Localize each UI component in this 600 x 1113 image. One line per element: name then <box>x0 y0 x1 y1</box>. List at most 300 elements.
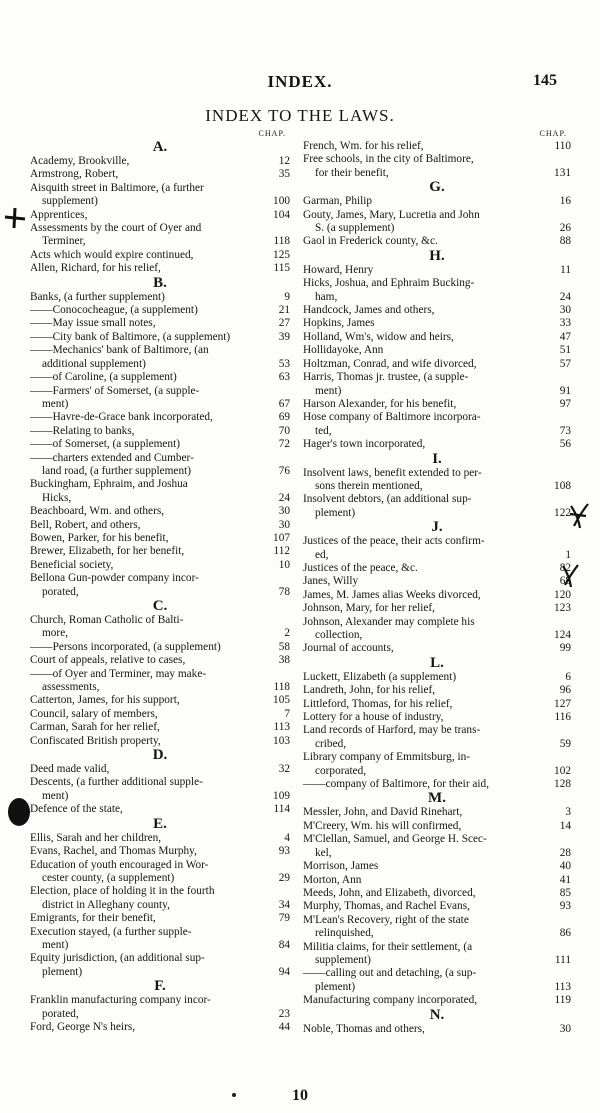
chapter-number: 35 <box>278 168 290 181</box>
index-entry <box>303 874 571 887</box>
chapter-number: 47 <box>559 330 571 343</box>
section-letter-heading: M. <box>428 790 446 807</box>
entry-text: Hager's town incorporated, <box>303 438 426 451</box>
chapter-number: 85 <box>559 886 571 899</box>
entry-text: French, Wm. for his relief, <box>303 140 424 152</box>
chapter-number: 124 <box>554 629 571 641</box>
chapter-number: 113 <box>273 721 290 734</box>
section-letter-heading: H. <box>429 247 445 264</box>
entry-text: corporated, <box>315 764 367 777</box>
entry-text: Luckett, Elizabeth (a supplement) <box>303 670 457 683</box>
entry-text: Land records of Harford, may be trans- <box>303 724 481 737</box>
entry-text: Gouty, James, Mary, Lucretia and John <box>303 208 480 221</box>
chapter-number: 116 <box>554 711 571 724</box>
index-entry <box>303 358 571 371</box>
index-title: INDEX TO THE LAWS. <box>205 106 395 125</box>
entry-text: Insolvent debtors, (an additional sup- <box>303 493 472 506</box>
entry-text: Morrison, James <box>303 860 379 873</box>
index-entry <box>303 941 571 954</box>
index-entry-continuation <box>303 847 571 860</box>
index-entry <box>30 371 290 384</box>
running-header: INDEX. <box>267 72 333 91</box>
index-entry <box>30 708 290 721</box>
index-entry <box>303 602 571 615</box>
chapter-number: 7 <box>284 707 290 720</box>
chapter-number: 128 <box>554 778 571 791</box>
entry-text: porated, <box>42 585 79 598</box>
chapter-number: 114 <box>273 803 290 816</box>
index-entry <box>30 559 290 572</box>
entry-text: district in Alleghany county, <box>42 898 170 911</box>
index-entry <box>303 860 571 873</box>
index-entry <box>303 317 571 330</box>
section-letter-heading: F. <box>154 978 166 995</box>
entry-text: Noble, Thomas and others, <box>303 1022 425 1035</box>
index-entry <box>30 304 290 317</box>
entry-text: Hicks, Joshua, and Ephraim Bucking- <box>303 277 475 290</box>
index-entry <box>303 235 571 248</box>
index-entry <box>30 155 290 168</box>
chapter-number: 34 <box>278 898 290 911</box>
index-entry-continuation <box>303 549 571 562</box>
index-entry <box>303 642 571 655</box>
entry-text: Descents, (a further additional supple- <box>30 776 203 789</box>
index-entry <box>30 411 290 424</box>
index-entry <box>303 535 571 548</box>
chapter-number: 40 <box>559 860 571 873</box>
chapter-number: 2 <box>284 627 290 640</box>
chapter-number: 11 <box>560 263 571 276</box>
chapter-number: 99 <box>559 642 571 655</box>
entry-text: Littleford, Thomas, for his relief, <box>303 697 453 710</box>
index-entry-continuation <box>303 425 571 438</box>
entry-text: Justices of the peace, their acts confirm- <box>303 535 485 548</box>
index-entry <box>303 806 571 819</box>
index-entry-continuation <box>303 927 571 940</box>
index-entry-continuation <box>30 899 290 912</box>
chapter-number: 78 <box>278 585 290 598</box>
entry-text: Johnson, Alexander may complete his <box>303 615 475 628</box>
entry-text: Defence of the state, <box>30 803 123 816</box>
index-entry <box>303 684 571 697</box>
entry-text: Academy, Brookville, <box>30 155 130 167</box>
entry-text: Meeds, John, and Elizabeth, divorced, <box>303 886 476 899</box>
entry-text: Terminer, <box>42 235 86 248</box>
index-entry <box>303 616 571 629</box>
chapter-number: 24 <box>559 290 571 303</box>
chapter-number: 28 <box>559 846 571 859</box>
index-entry <box>30 532 290 545</box>
entry-text: Lottery for a house of industry, <box>303 711 444 724</box>
entry-text: ment) <box>42 938 69 951</box>
index-entry <box>30 317 290 330</box>
entry-text: Acts which would expire continued, <box>30 248 194 261</box>
chapter-number: 58 <box>278 640 290 653</box>
chapter-number: 118 <box>273 681 290 694</box>
entry-text: ——of Oyer and Terminer, may make- <box>30 667 207 680</box>
entry-text: sons therein mentioned, <box>315 479 423 492</box>
index-entry <box>30 912 290 925</box>
chapter-number: 70 <box>278 424 290 437</box>
chapter-number: 107 <box>273 531 290 544</box>
index-entry <box>30 668 290 681</box>
index-entry-continuation <box>303 981 571 994</box>
entry-text: ——Relating to banks, <box>30 424 135 437</box>
chapter-number: 96 <box>559 684 571 697</box>
index-entry <box>303 371 571 384</box>
entry-text: Hopkins, James <box>303 317 375 330</box>
index-entry <box>303 994 571 1007</box>
entry-text: ——calling out and detaching, (a sup- <box>303 967 477 980</box>
chapter-number: 32 <box>278 763 290 776</box>
entry-text: Library company of Emmitsburg, in- <box>303 751 471 764</box>
index-entry <box>30 438 290 451</box>
index-entry-continuation <box>303 480 571 493</box>
chapter-number: 69 <box>278 411 290 424</box>
index-entry <box>303 493 571 506</box>
chapter-number: 23 <box>278 1007 290 1020</box>
index-entry <box>30 885 290 898</box>
entry-text: Equity jurisdiction, (an additional sup- <box>30 952 205 965</box>
entry-text: Catterton, James, for his support, <box>30 694 180 707</box>
index-entry <box>303 304 571 317</box>
entry-text: Janes, Willy <box>303 575 359 588</box>
entry-text: Hose company of Baltimore incorpora- <box>303 411 481 424</box>
entry-text: Insolvent laws, benefit extended to per- <box>303 466 482 479</box>
index-entry <box>30 572 290 585</box>
chapter-number: 9 <box>284 290 290 303</box>
entry-text: M'Clellan, Samuel, and George H. Scec- <box>303 833 487 846</box>
index-entry <box>30 694 290 707</box>
chapter-number: 104 <box>273 208 290 221</box>
index-entry-continuation <box>303 385 571 398</box>
entry-text: more, <box>42 627 69 640</box>
chapter-number: 86 <box>559 927 571 940</box>
chapter-number: 33 <box>559 317 571 330</box>
index-entry-continuation <box>303 167 571 180</box>
chapter-number: 115 <box>273 262 290 275</box>
check-margin-mark <box>560 563 582 589</box>
index-entry-continuation <box>30 966 290 979</box>
index-entry <box>30 385 290 398</box>
entry-text: S. (a supplement) <box>315 222 395 235</box>
index-entry <box>30 331 290 344</box>
chapter-number: 82 <box>559 561 571 574</box>
index-entry <box>30 249 290 262</box>
chapter-number: 73 <box>559 424 571 437</box>
entry-text: supplement) <box>315 953 371 966</box>
chapter-number: 113 <box>554 980 571 993</box>
index-entry <box>303 887 571 900</box>
index-entry-continuation <box>30 872 290 885</box>
entry-text: Court of appeals, relative to cases, <box>30 654 186 667</box>
index-entry-continuation <box>30 790 290 803</box>
entry-text: Militia claims, for their settlement, (a <box>303 940 473 953</box>
entry-text: Garman, Philip <box>303 195 373 208</box>
index-entry <box>303 589 571 602</box>
index-entry <box>303 277 571 290</box>
index-entry-continuation <box>303 954 571 967</box>
chapter-number: 30 <box>278 518 290 531</box>
chapter-number: 100 <box>273 195 290 208</box>
entry-text: cribed, <box>315 737 347 750</box>
index-entry <box>30 763 290 776</box>
entry-text: Emigrants, for their benefit, <box>30 912 156 925</box>
entry-text: ——of Caroline, (a supplement) <box>30 371 177 384</box>
entry-text: collection, <box>315 629 363 641</box>
check-margin-mark <box>568 502 592 530</box>
chapter-number: 127 <box>554 697 571 710</box>
index-entry <box>303 209 571 222</box>
index-entry <box>303 562 571 575</box>
entry-text: cester county, (a supplement) <box>42 871 175 884</box>
index-entry-continuation <box>30 1008 290 1021</box>
index-entry <box>30 291 290 304</box>
index-entry <box>30 168 290 181</box>
section-letter-heading: G. <box>429 179 445 196</box>
entry-text: Journal of accounts, <box>303 642 394 655</box>
index-entry-continuation <box>303 765 571 778</box>
entry-text: Education of youth encouraged in Wor- <box>30 858 209 871</box>
chapter-number: 112 <box>273 545 290 558</box>
index-entry <box>30 952 290 965</box>
chapter-number: 3 <box>565 806 571 819</box>
index-entry <box>303 820 571 833</box>
cross-margin-mark <box>4 207 26 229</box>
entry-text: relinquished, <box>315 927 374 940</box>
chapter-number: 93 <box>278 845 290 858</box>
chapter-number: 122 <box>554 506 571 519</box>
entry-text: plement) <box>42 965 83 978</box>
chapter-number: 30 <box>559 1022 571 1035</box>
entry-text: Aisquith street in Baltimore, (a further <box>30 181 204 194</box>
entry-text: ——of Somerset, (a supplement) <box>30 438 180 451</box>
entry-text: porated, <box>42 1007 79 1020</box>
index-entry-continuation <box>30 358 290 371</box>
index-entry-continuation <box>30 627 290 640</box>
index-entry <box>30 425 290 438</box>
chapter-number: 24 <box>278 491 290 504</box>
entry-text: Election, place of holding it in the fourth <box>30 885 215 898</box>
entry-text: Gaol in Frederick county, &c. <box>303 235 438 248</box>
entry-text: ——Persons incorporated, (a supplement) <box>30 640 221 653</box>
index-entry <box>303 833 571 846</box>
entry-text: Hollidayoke, Ann <box>303 344 384 357</box>
entry-text: ——charters extended and Cumber- <box>30 451 194 464</box>
index-entry <box>30 344 290 357</box>
chapter-number: 21 <box>278 304 290 317</box>
chapter-number: 63 <box>278 371 290 384</box>
entry-text: Apprentices, <box>30 208 88 221</box>
entry-text: Confiscated British property, <box>30 734 161 747</box>
chap-column-label: CHAP. <box>539 129 567 138</box>
signature-mark: 10 <box>292 1087 308 1104</box>
entry-text: ——company of Baltimore, for their aid, <box>303 778 490 791</box>
entry-text: Brewer, Elizabeth, for her benefit, <box>30 545 185 558</box>
chapter-number: 12 <box>278 155 290 167</box>
index-entry <box>30 545 290 558</box>
entry-text: James, M. James alias Weeks divorced, <box>303 588 481 601</box>
chapter-number: 59 <box>559 737 571 750</box>
chapter-number: 1 <box>565 548 571 561</box>
index-entry <box>30 614 290 627</box>
entry-text: Beachboard, Wm. and others, <box>30 505 165 518</box>
chapter-number: 10 <box>278 558 290 571</box>
section-letter-heading: A. <box>152 139 168 155</box>
entry-text: Harson Alexander, for his benefit, <box>303 397 457 410</box>
entry-text: ment) <box>315 384 342 397</box>
entry-text: Bell, Robert, and others, <box>30 518 141 531</box>
chapter-number: 29 <box>278 871 290 884</box>
chapter-number: 16 <box>559 195 571 208</box>
chapter-number: 105 <box>273 694 290 707</box>
chapter-number: 44 <box>278 1020 290 1033</box>
entry-text: Morton, Ann <box>303 873 362 886</box>
index-entry <box>303 195 571 208</box>
page-number: 145 <box>533 72 557 89</box>
chapter-number: 72 <box>278 438 290 451</box>
index-entry <box>30 845 290 858</box>
entry-text: plement) <box>315 506 356 519</box>
index-entry <box>30 222 290 235</box>
chapter-number: 39 <box>278 330 290 343</box>
entry-text: Council, salary of members, <box>30 707 158 720</box>
entry-text: ——Havre-de-Grace bank incorporated, <box>30 411 213 424</box>
section-letter-heading: N. <box>429 1006 445 1023</box>
chapter-number: 120 <box>554 588 571 601</box>
entry-text: Handcock, James and others, <box>303 304 435 317</box>
entry-text: ment) <box>42 397 69 410</box>
index-entry <box>30 519 290 532</box>
entry-text: kel, <box>315 846 332 859</box>
entry-text: Execution stayed, (a further supple- <box>30 925 192 938</box>
chapter-number: 79 <box>278 912 290 925</box>
chapter-number: 102 <box>554 764 571 777</box>
chapter-number: 97 <box>559 397 571 410</box>
index-entry <box>303 575 571 588</box>
chapter-number: 41 <box>559 873 571 886</box>
chapter-number: 119 <box>554 994 571 1007</box>
index-entry-continuation <box>30 681 290 694</box>
entry-text: Murphy, Thomas, and Rachel Evans, <box>303 900 470 913</box>
entry-text: Church, Roman Catholic of Balti- <box>30 614 184 626</box>
ink-blot-mark <box>6 796 32 828</box>
entry-text: Holtzman, Conrad, and wife divorced, <box>303 357 477 370</box>
entry-text: Ford, George N's heirs, <box>30 1020 136 1033</box>
chapter-number: 84 <box>278 938 290 951</box>
entry-text: Holland, Wm's, widow and heirs, <box>303 330 454 343</box>
entry-text: Beneficial society, <box>30 558 114 571</box>
entry-text: Johnson, Mary, for her relief, <box>303 602 435 615</box>
index-entry-continuation <box>30 586 290 599</box>
index-entry-continuation <box>303 507 571 520</box>
chapter-number: 94 <box>278 965 290 978</box>
index-entry <box>30 478 290 491</box>
chapter-number: 125 <box>273 248 290 261</box>
index-entry <box>303 671 571 684</box>
entry-text: ——Farmers' of Somerset, (a supple- <box>30 384 200 397</box>
chapter-number: 93 <box>559 900 571 913</box>
index-entry <box>30 994 290 1007</box>
index-entry <box>30 926 290 939</box>
chapter-number: 6 <box>565 670 571 683</box>
index-entry <box>303 778 571 791</box>
entry-text: ment) <box>42 789 69 802</box>
index-entry-continuation <box>303 738 571 751</box>
index-entry <box>30 1021 290 1034</box>
entry-text: Assessments by the court of Oyer and <box>30 222 202 235</box>
chapter-number: 30 <box>559 304 571 317</box>
index-entry <box>303 1023 571 1036</box>
entry-text: ——Mechanics' bank of Baltimore, (an <box>30 344 209 357</box>
chapter-number: 26 <box>559 222 571 235</box>
index-entry <box>30 641 290 654</box>
index-entry-continuation <box>303 222 571 235</box>
entry-text: M'Creery, Wm. his will confirmed, <box>303 819 462 832</box>
entry-text: ted, <box>315 424 332 437</box>
chapter-number: 56 <box>559 438 571 451</box>
chapter-number: 109 <box>273 789 290 802</box>
index-entry <box>303 140 571 153</box>
index-entry <box>303 724 571 737</box>
index-entry <box>30 832 290 845</box>
index-entry <box>303 411 571 424</box>
entry-text: M'Lean's Recovery, right of the state <box>303 913 469 926</box>
entry-text: Messler, John, and David Rinehart, <box>303 806 463 819</box>
entry-text: Armstrong, Robert, <box>30 168 119 181</box>
entry-text: ——City bank of Baltimore, (a supplement) <box>30 330 231 343</box>
entry-text: Ellis, Sarah and her children, <box>30 831 162 844</box>
entry-text: Allen, Richard, for his relief, <box>30 262 161 275</box>
index-entry-continuation <box>303 291 571 304</box>
chapter-number: 103 <box>273 734 290 747</box>
entry-text: additional supplement) <box>42 357 146 370</box>
entry-text: plement) <box>315 980 356 993</box>
chapter-number: 68 <box>559 575 571 588</box>
index-entry-continuation <box>30 492 290 505</box>
chapter-number: 118 <box>273 235 290 248</box>
index-entry-continuation <box>30 398 290 411</box>
index-entry <box>303 900 571 913</box>
index-entry-continuation <box>30 235 290 248</box>
index-entry <box>303 698 571 711</box>
index-entry <box>303 751 571 764</box>
chapter-number: 88 <box>559 235 571 248</box>
entry-text: for their benefit, <box>315 166 389 179</box>
chapter-number: 91 <box>559 384 571 397</box>
entry-text: Evans, Rachel, and Thomas Murphy, <box>30 845 197 858</box>
index-entry <box>303 914 571 927</box>
index-entry <box>303 711 571 724</box>
index-entry-continuation <box>30 939 290 952</box>
entry-text: land road, (a further supplement) <box>42 464 191 477</box>
index-entry <box>303 398 571 411</box>
index-entry <box>30 452 290 465</box>
index-entry <box>30 776 290 789</box>
entry-text: Deed made valid, <box>30 763 110 776</box>
entry-text: Banks, (a further supplement) <box>30 290 165 303</box>
index-entry <box>30 803 290 816</box>
chapter-number: 123 <box>554 602 571 615</box>
chapter-number: 38 <box>278 654 290 667</box>
chapter-number: 4 <box>284 831 290 844</box>
index-entry-continuation <box>30 465 290 478</box>
index-entry-continuation <box>303 629 571 642</box>
entry-text: Hicks, <box>42 491 72 504</box>
entry-text: Buckingham, Ephraim, and Joshua <box>30 478 188 491</box>
entry-text: Bellona Gun-powder company incor- <box>30 572 199 585</box>
chapter-number: 76 <box>278 464 290 477</box>
